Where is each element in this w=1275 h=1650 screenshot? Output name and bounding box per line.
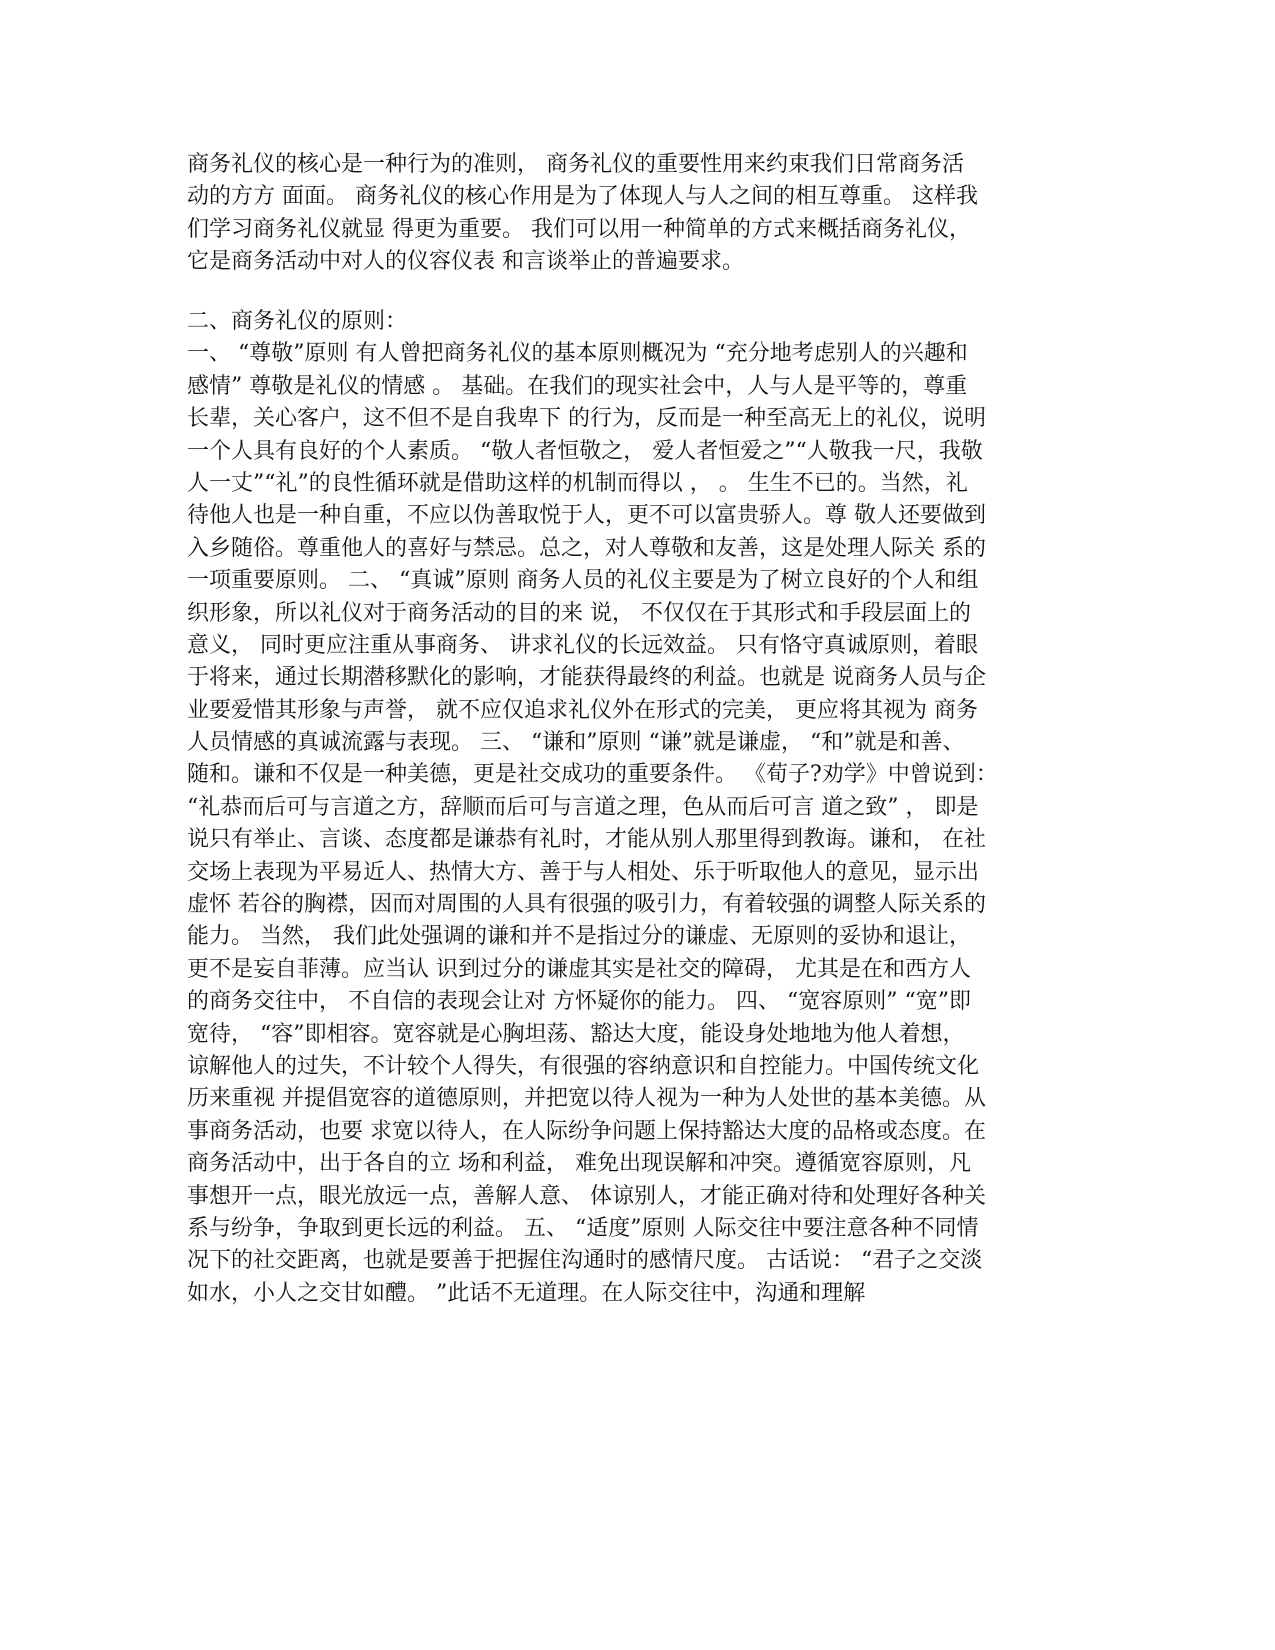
intro-line: 它是商务活动中对人的仪容仪表 和言谈举止的普遍要求。 xyxy=(187,249,744,275)
body-line: 更不是妄自菲薄。应当认 识到过分的谦虚其实是社交的障碍， 尤其是在和西方人 xyxy=(187,956,971,982)
body-line: 意义， 同时更应注重从事商务、 讲求礼仪的长远效益。 只有恪守真诚原则，着眼 xyxy=(187,632,978,658)
body-line: 交场上表现为平易近人、热情大方、善于与人相处、乐于听取他人的意见，显示出 xyxy=(187,859,980,885)
body-line: 入乡随俗。尊重他人的喜好与禁忌。总之，对人尊敬和友善，这是处理人际关 系的 xyxy=(187,535,986,561)
body-line: 一个人具有良好的个人素质。 “敬人者恒敬之， 爱人者恒爱之”“人敬我一尺，我敬 xyxy=(187,438,983,464)
body-line: 长辈，关心客户，这不但不是自我卑下 的行为，反而是一种至高无上的礼仪，说明 xyxy=(187,406,986,432)
body-line: 一、 “尊敬”原则 有人曾把商务礼仪的基本原则概况为 “充分地考虑别人的兴趣和 xyxy=(187,341,968,367)
body-line: 人一丈”“礼”的良性循环就是借助这样的机制而得以 ， 。 生生不已的。当然，礼 xyxy=(187,470,968,496)
body-line: 于将来，通过长期潜移默化的影响，才能获得最终的利益。也就是 说商务人员与企 xyxy=(187,665,986,691)
body-line: 的商务交往中， 不自信的表现会让对 方怀疑你的能力。 四、 “宽容原则” “宽”即 xyxy=(187,989,971,1015)
body-line: 事想开一点，眼光放远一点，善解人意、 体谅别人，才能正确对待和处理好各种关 xyxy=(187,1183,986,1209)
body-line: 感情” 尊敬是礼仪的情感 。 基础。在我们的现实社会中，人与人是平等的，尊重 xyxy=(187,373,968,399)
body-line: 能力。 当然， 我们此处强调的谦和并不是指过分的谦虚、无原则的妥协和退让， xyxy=(187,924,971,950)
body-line: 织形象，所以礼仪对于商务活动的目的来 说， 不仅仅在于其形式和手段层面上的 xyxy=(187,600,971,626)
body-line: 待他人也是一种自重，不应以伪善取悦于人，更不可以富贵骄人。尊 敬人还要做到 xyxy=(187,503,986,529)
intro-paragraph xyxy=(187,149,1087,279)
body-line: “礼恭而后可与言道之方，辞顺而后可与言道之理，色从而后可言 道之致” ， 即是 xyxy=(187,794,979,820)
body-line: 系与纷争，争取到更长远的利益。 五、 “适度”原则 人际交往中要注意各种不同情 xyxy=(187,1215,979,1241)
body-line: 事商务活动，也要 求宽以待人，在人际纷争问题上保持豁达大度的品格或态度。在 xyxy=(187,1118,986,1144)
body-line: 历来重视 并提倡宽容的道德原则，并把宽以待人视为一种为人处世的基本美德。从 xyxy=(187,1086,986,1112)
body-line: 业要爱惜其形象与声誉， 就不应仅追求礼仪外在形式的完美， 更应将其视为 商务 xyxy=(187,697,978,723)
body-line: 人员情感的真诚流露与表现。 三、 “谦和”原则 “谦”就是谦虚， “和”就是和善、 xyxy=(187,730,965,756)
body-line: 说只有举止、言谈、态度都是谦恭有礼时，才能从别人那里得到教诲。谦和， 在社 xyxy=(187,827,986,853)
body-line: 况下的社交距离，也就是要善于把握住沟通时的感情尺度。 古话说： “君子之交淡 xyxy=(187,1248,983,1274)
body-line: 商务活动中，出于各自的立 场和利益， 难免出现误解和冲突。遵循宽容原则，凡 xyxy=(187,1151,971,1177)
body-line: 宽待， “容”即相容。宽容就是心胸坦荡、豁达大度，能设身处地地为他人着想， xyxy=(187,1021,965,1047)
body-line: 一项重要原则。 二、 “真诚”原则 商务人员的礼仪主要是为了树立良好的个人和组 xyxy=(187,568,979,594)
section-heading: 二、商务礼仪的原则： xyxy=(187,309,408,334)
intro-line: 们学习商务礼仪就显 得更为重要。 我们可以用一种简单的方式来概括商务礼仪， xyxy=(187,216,971,242)
intro-line: 商务礼仪的核心是一种行为的准则， 商务礼仪的重要性用来约束我们日常商务活 xyxy=(187,152,964,177)
body-line: 谅解他人的过失，不计较个人得失，有很强的容纳意识和自控能力。中国传统文化 xyxy=(187,1053,980,1079)
body-line: 如水，小人之交甘如醴。 ”此话不无道理。在人际交往中，沟通和理解 xyxy=(187,1280,866,1306)
intro-line: 动的方方 面面。 商务礼仪的核心作用是为了体现人与人之间的相互尊重。 这样我 xyxy=(187,184,978,210)
body-line: 随和。谦和不仅是一种美德，更是社交成功的重要条件。 《荀子?劝学》中曾说到： xyxy=(187,762,998,788)
body-line: 虚怀 若谷的胸襟，因而对周围的人具有很强的吸引力，有着较强的调整人际关系的 xyxy=(187,892,986,918)
principles-section xyxy=(187,306,1087,1310)
